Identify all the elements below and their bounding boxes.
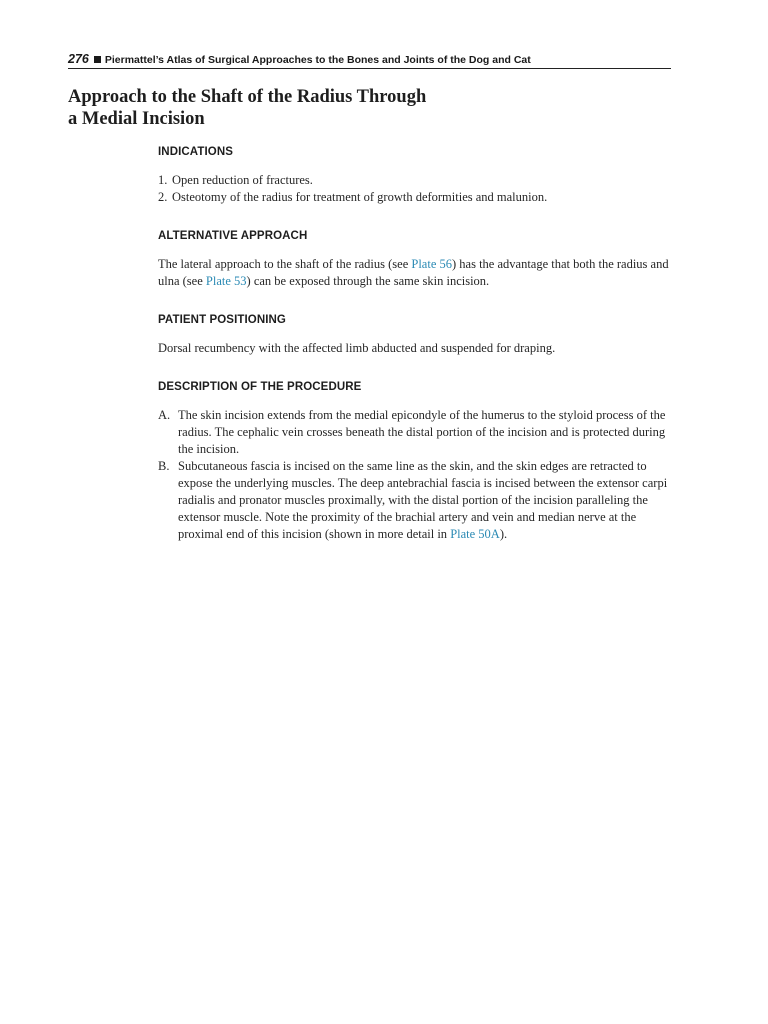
procedure-step-b — [158, 458, 674, 543]
step-text-end: ). — [499, 527, 508, 541]
alternative-approach-paragraph — [158, 256, 674, 290]
procedure-section — [158, 379, 674, 543]
list-item — [158, 189, 674, 206]
chapter-title-line-1: Approach to the Shaft of the Radius Through — [68, 87, 427, 107]
chapter-body — [158, 144, 674, 565]
page-number: 276 — [68, 52, 89, 66]
paragraph-text: ) can be exposed through the same skin incision. — [246, 274, 490, 288]
procedure-steps — [158, 407, 674, 543]
indications-list — [158, 172, 674, 206]
indications-heading: INDICATIONS — [158, 146, 233, 158]
plate-50a-link[interactable]: Plate 50A — [450, 527, 500, 541]
patient-positioning-heading: PATIENT POSITIONING — [158, 314, 286, 326]
step-text: The skin incision extends from the medial epicondyle of the humerus to the styloid process of the radius. The cephalic vein crosses beneath the distal portion of the incision and is protected during the incision. — [178, 408, 666, 456]
running-title: Piermattel’s Atlas of Surgical Approaches to the Bones and Joints of the Dog and Cat — [104, 54, 531, 66]
running-header — [68, 52, 671, 69]
indications-section — [158, 144, 674, 206]
list-marker: 2. — [158, 190, 168, 204]
chapter-title-line-2: a Medial Incision — [68, 109, 205, 129]
patient-positioning-paragraph: Dorsal recumbency with the affected limb abducted and suspended for draping. — [158, 341, 556, 355]
plate-56-link[interactable]: Plate 56 — [411, 257, 452, 271]
square-bullet-icon — [94, 56, 101, 63]
procedure-heading: DESCRIPTION OF THE PROCEDURE — [158, 381, 362, 393]
list-item-text: Osteotomy of the radius for treatment of growth deformities and malunion. — [172, 190, 548, 204]
chapter-title — [68, 86, 568, 130]
plate-53-link[interactable]: Plate 53 — [205, 274, 247, 288]
step-marker: A. — [158, 408, 171, 422]
step-text: Subcutaneous fascia is incised on the same line as the skin, and the skin edges are retracted to expose the underlying muscles. The deep antebrachial fascia is incised between the extensor carpi radialis and pronator muscles proximally, with the distal portion of the incision paralleling the extensor muscle. Note the proximity of the brachial artery and vein and median nerve at the proximal end of this incision (shown in more detail in — [178, 459, 668, 541]
list-marker: 1. — [158, 173, 168, 187]
alternative-approach-heading: ALTERNATIVE APPROACH — [158, 230, 308, 242]
list-item-text: Open reduction of fractures. — [172, 173, 313, 187]
list-item — [158, 172, 674, 189]
step-body — [178, 458, 674, 543]
procedure-step-a — [158, 407, 674, 458]
paragraph-text: ) has the advantage that both the radius and ulna (see — [158, 257, 669, 288]
patient-positioning-section — [158, 312, 674, 357]
paragraph-text: The lateral approach to the shaft of the radius (see — [158, 257, 412, 271]
step-marker: B. — [158, 459, 170, 473]
alternative-approach-section — [158, 228, 674, 290]
